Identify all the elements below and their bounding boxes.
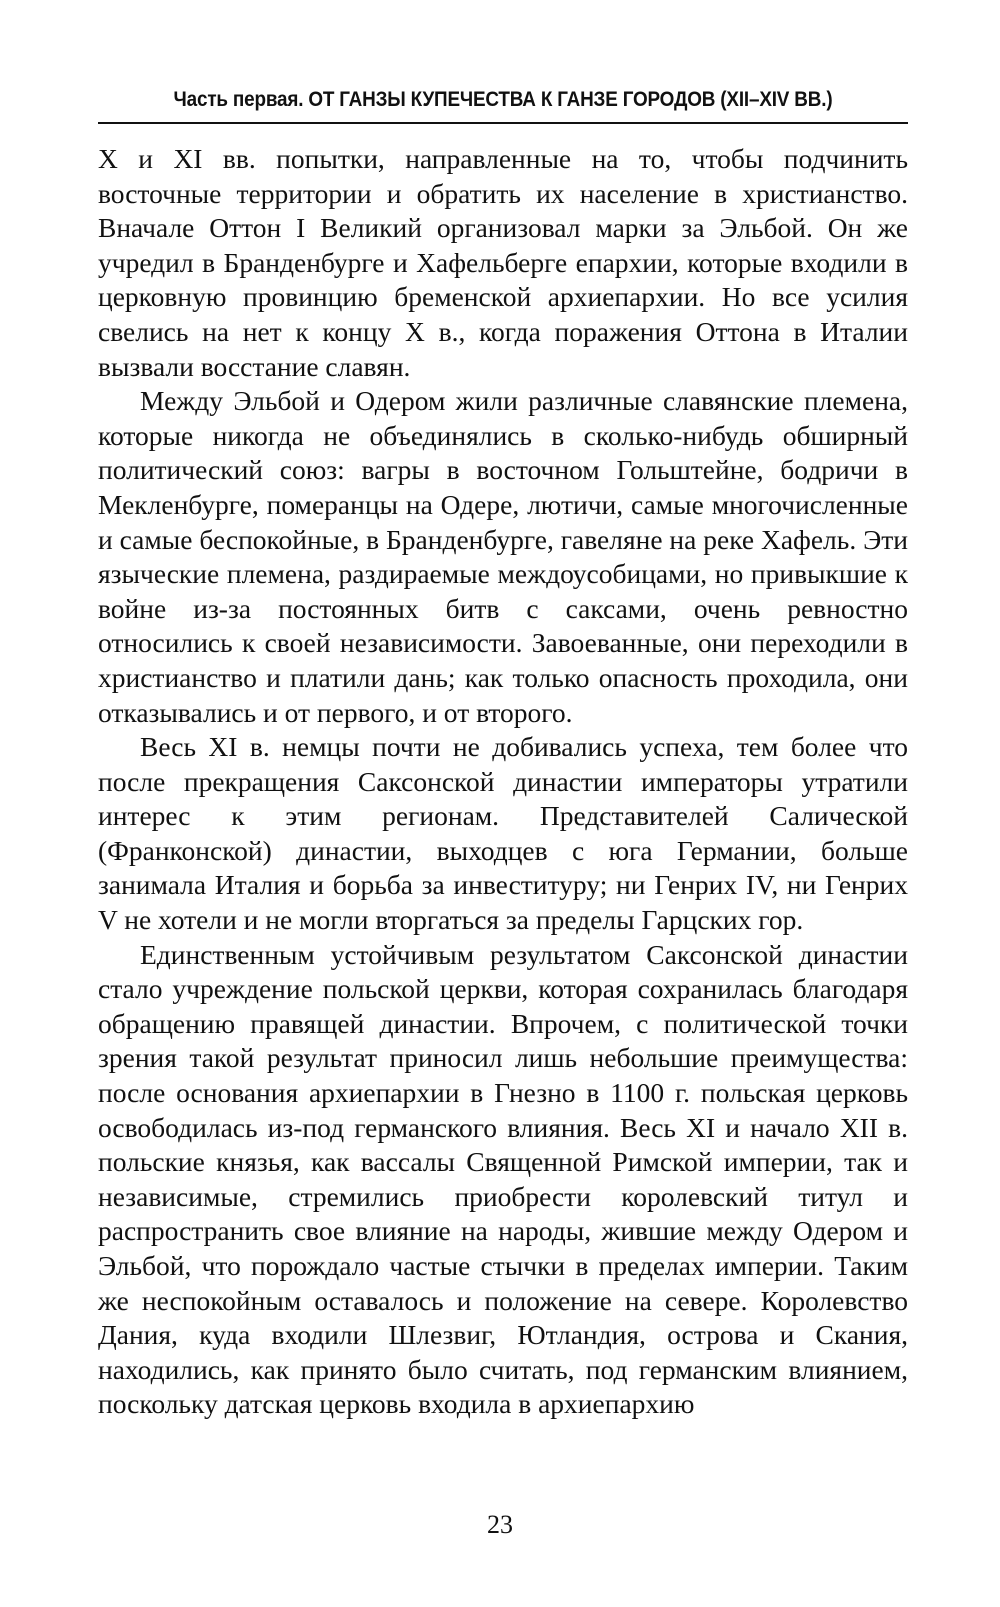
- paragraph: Единственным устойчивым результатом Саксонской династии стало учреждение польской церкви, которая сохранилась благодаря обращению правящей династии. Впрочем, с политической точки зрения такой результат приносил лишь небольшие преимущества: после основания архиепархии в Гнезно в 1100 г. польская церковь освободилась из-под германского влияния. Весь XI и начало XII в. польские князья, как вассалы Священной Римской империи, так и независимые, стремились приобрести королевский титул и распространить свое влияние на народы, жившие между Одером и Эльбой, что порождало частые стычки в пределах империи. Таким же неспокойным оставалось и положение на севере. Королевство Дания, куда входили Шлезвиг, Ютландия, острова и Скания, находились, как принято было считать, под германским влиянием, поскольку датская церковь входила в архиепархию: [98, 938, 908, 1420]
- paragraph: Весь XI в. немцы почти не добивались успеха, тем более что после прекращения Саксонской династии императоры утратили интерес к этим регионам. Представителей Салической (Франконской) династии, выходцев с юга Германии, больше занимала Италия и борьба за инвеституру; ни Генрих IV, ни Генрих V не хотели и не могли вторгаться за пределы Гарцских гор.: [98, 731, 908, 936]
- page-number: 23: [487, 1510, 513, 1539]
- book-page: [98, 88, 908, 1422]
- running-head: Часть первая. ОТ ГАНЗЫ КУПЕЧЕСТВА К ГАНЗЕ ГОРОДОВ (XII–XIV ВВ.): [173, 88, 833, 111]
- body-text: [98, 142, 908, 1422]
- paragraph-continued: X и XI вв. попытки, направленные на то, чтобы подчинить восточные территории и обратить их население в христианство. Вначале Оттон I Великий организовал марки за Эльбой. Он же учредил в Бранденбурге и Хафельберге епархии, которые входили в церковную провинцию бременской архиепархии. Но все усилия свелись на нет к концу X в., когда поражения Оттона в Италии вызвали восстание славян.: [98, 143, 908, 382]
- paragraph: Между Эльбой и Одером жили различные славянские племена, которые никогда не объединялись в сколько-нибудь обширный политический союз: вагры в восточном Гольштейне, бодричи в Мекленбурге, померанцы на Одере, лютичи, самые многочисленные и самые беспокойные, в Бранденбурге, гавеляне на реке Хафель. Эти языческие племена, раздираемые междоусобицами, но привыкшие к войне из-за постоянных битв с саксами, очень ревностно относились к своей независимости. Завоеванные, они переходили в христианство и платили дань; как только опасность проходила, они отказывались и от первого, и от второго.: [98, 385, 908, 728]
- header-rule: [98, 122, 908, 124]
